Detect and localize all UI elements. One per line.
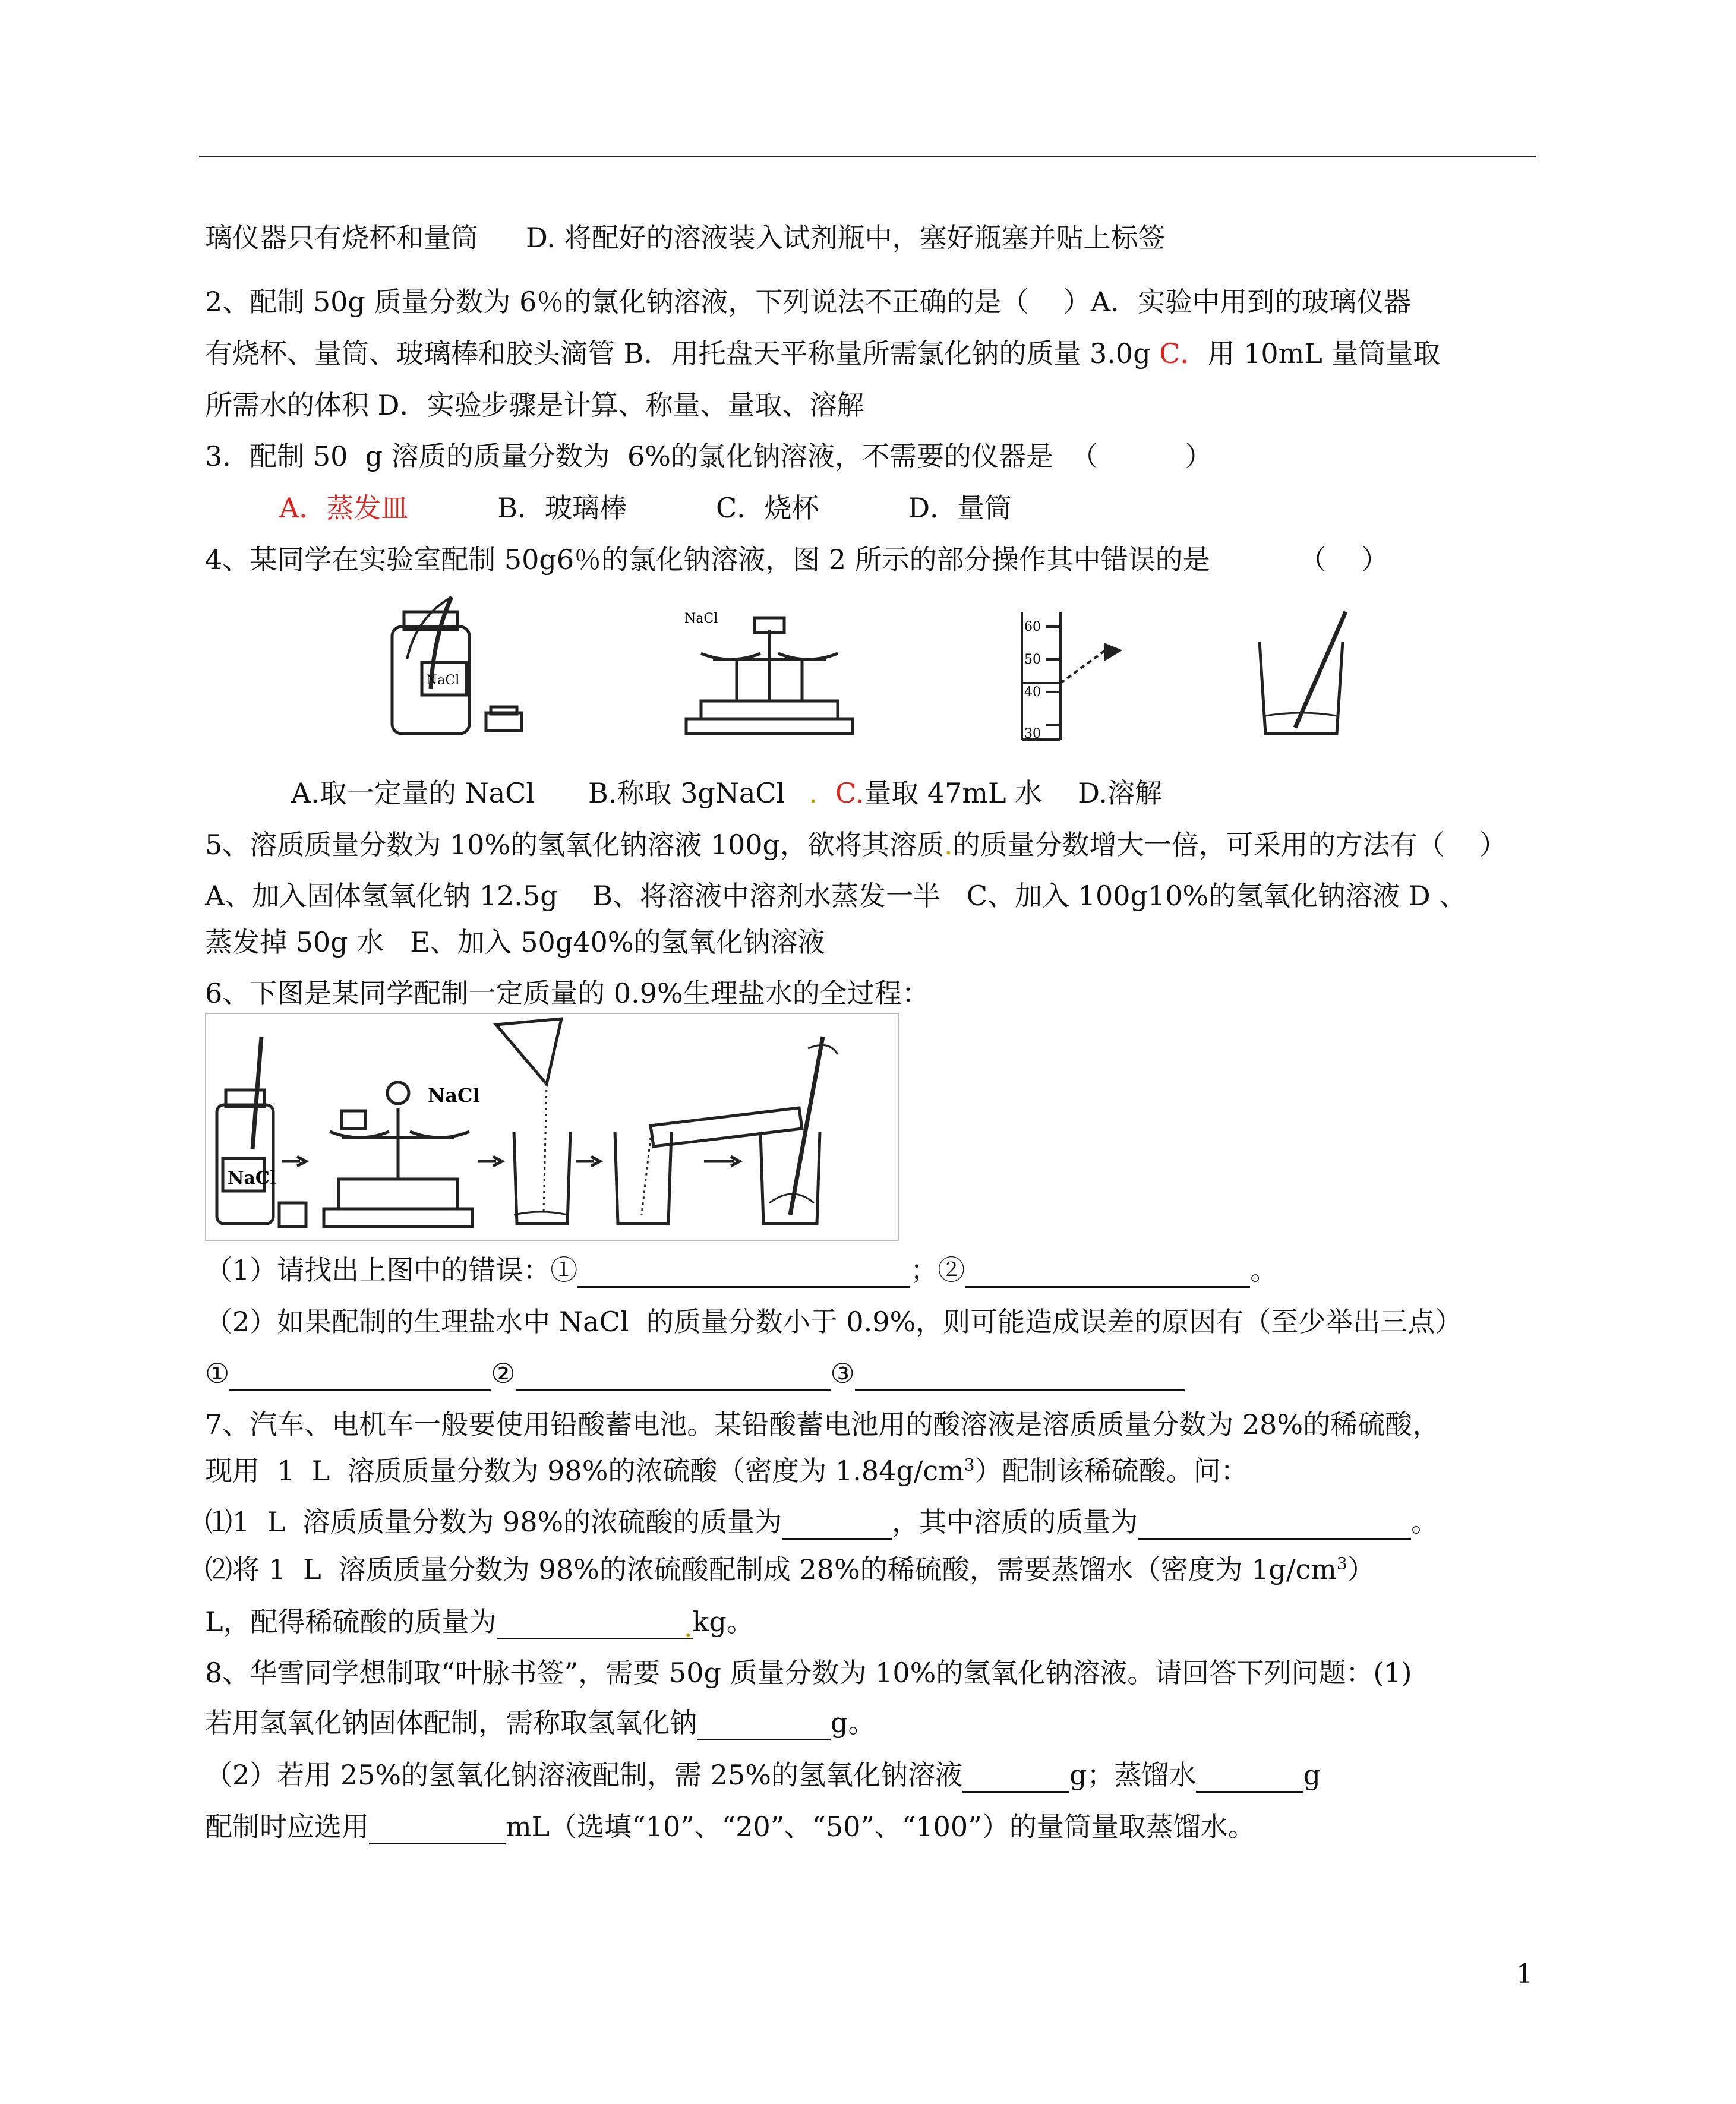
text: 。 [1250, 1254, 1278, 1286]
header-rule [199, 156, 1536, 157]
q7-line4 [205, 1552, 1375, 1587]
mark: . [683, 1611, 693, 1643]
tick-label: 40 [1024, 685, 1041, 700]
text: L，配得稀硫酸的质量为 [205, 1606, 497, 1638]
q3-stem: 3．配制 50 g 溶质的质量分数为 6%的氯化钠溶液，不需要的仪器是 （ ） [205, 440, 1213, 472]
answer-blank[interactable] [516, 1361, 831, 1391]
q6-stem: 6、下图是某同学配制一定质量的 0.9%生理盐水的全过程： [205, 977, 929, 1009]
text: 5、溶质质量分数为 10%的氢氧化钠溶液 100g，欲将其溶质 [205, 829, 944, 861]
answer-blank[interactable] [577, 1258, 910, 1288]
fig-label: NaCl [426, 673, 460, 688]
reagent-bottle-icon [392, 597, 522, 734]
text: （1）请找出上图中的错误：① [205, 1254, 578, 1286]
text: 用 10mL 量筒量取 [1207, 337, 1441, 369]
answer-blank[interactable] [229, 1361, 491, 1391]
text: 的质量分数增大一倍，可采用的方法有（ ） [952, 829, 1507, 861]
option-d: D．量筒 [908, 492, 1012, 524]
q2-line3: 所需水的体积 D．实验步骤是计算、称量、量取、溶解 [205, 389, 864, 421]
text: ⑴1 L 溶质质量分数为 98%的浓硫酸的质量为 [205, 1506, 782, 1538]
page-number: 1 [1516, 1959, 1533, 1989]
caption-d: D.溶解 [1078, 777, 1163, 809]
superscript: 3 [1336, 1553, 1347, 1574]
text: kg。 [692, 1606, 754, 1638]
text: ；② [910, 1254, 965, 1286]
q4-captions [291, 775, 1162, 811]
answer-paren: （ ） [1299, 544, 1389, 576]
mark: . [944, 829, 953, 861]
option-a: A．蒸发皿 [279, 492, 409, 524]
text: g；蒸馏水 [1069, 1759, 1197, 1791]
beaker-icon [496, 1019, 570, 1224]
q2-line2 [205, 336, 1440, 371]
text: D. 将配好的溶液装入试剂瓶中，塞好瓶塞并贴上标签 [526, 222, 1166, 254]
text: g。 [831, 1707, 876, 1739]
q7-line2 [205, 1453, 1248, 1489]
tick-label: 60 [1024, 620, 1041, 634]
text: （2）若用 25%的氢氧化钠溶液配制，需 25%的氢氧化钠溶液 [205, 1759, 962, 1791]
mark: . [809, 777, 818, 809]
text: ① [205, 1357, 230, 1389]
q8-line2 [205, 1705, 875, 1740]
q6-answers [205, 1356, 1185, 1391]
answer-mark: C. [835, 777, 864, 809]
q4-stem [205, 542, 1388, 577]
answer-blank[interactable] [855, 1361, 1185, 1391]
q7-line3 [205, 1504, 1438, 1540]
caption-a: A.取一定量的 NaCl [291, 777, 535, 809]
text: 有烧杯、量筒、玻璃棒和胶头滴管 B．用托盘天平称量所需氯化钠的质量 3.0g [205, 337, 1160, 369]
beaker-icon [615, 1108, 802, 1224]
fig-label: NaCl [228, 1168, 277, 1189]
tick-label: 30 [1024, 726, 1041, 741]
q5-line3: 蒸发掉 50g 水 E、加入 50g40%的氢氧化钠溶液 [205, 926, 825, 958]
q4-figure [380, 594, 1390, 748]
q7-line5 [205, 1604, 754, 1643]
text: ，其中溶质的质量为 [892, 1506, 1138, 1538]
caption-b: B.称取 3gNaCl [588, 777, 785, 809]
answer-blank[interactable] [369, 1814, 506, 1844]
answer-blank[interactable] [965, 1258, 1250, 1288]
text: ② [491, 1357, 516, 1389]
answer-blank[interactable] [497, 1609, 693, 1643]
caption-c: 量取 47mL 水 [864, 777, 1043, 809]
q7-line1: 7、汽车、电机车一般要使用铅酸蓄电池。某铅酸蓄电池用的酸溶液是溶质质量分数为 28%的稀硫酸， [205, 1408, 1440, 1440]
q2-line1: 2、配制 50g 质量分数为 6％的氯化钠溶液，下列说法不正确的是（ ）A．实验中用到的玻璃仪器 [205, 286, 1412, 318]
q6-part1 [205, 1252, 1277, 1288]
text: mL（选填“10”、“20”、“50”、“100”）的量筒量取蒸馏水。 [506, 1811, 1255, 1843]
q3-options [279, 490, 1012, 526]
text: ） [1347, 1553, 1375, 1585]
reagent-bottle-icon [217, 1037, 306, 1227]
option-c: C．烧杯 [716, 492, 819, 524]
text: ③ [830, 1357, 855, 1389]
answer-blank[interactable] [1196, 1762, 1303, 1793]
beaker-icon [1260, 612, 1346, 734]
text: g [1303, 1759, 1321, 1791]
q6-part2: （2）如果配制的生理盐水中 NaCl 的质量分数小于 0.9%，则可能造成误差的原因有（至少举出三点） [205, 1306, 1463, 1338]
tick-label: 50 [1024, 652, 1041, 667]
answer-blank[interactable] [1138, 1509, 1411, 1540]
text: 璃仪器只有烧杯和量筒 [205, 222, 478, 254]
text: 配制时应选用 [205, 1811, 369, 1843]
q8-line4 [205, 1809, 1255, 1844]
text: ）配制该稀硫酸。问： [974, 1455, 1248, 1487]
q6-figure [205, 1013, 900, 1241]
text: 4、某同学在实验室配制 50g6％的氯化钠溶液，图 2 所示的部分操作其中错误的是 [205, 544, 1210, 576]
text: ⑵将 1 L 溶质质量分数为 98%的浓硫酸配制成 28%的稀硫酸，需要蒸馏水（密度为 1g/cm [205, 1553, 1337, 1585]
option-b: B．玻璃棒 [497, 492, 627, 524]
q8-line3 [205, 1757, 1321, 1793]
answer-blank[interactable] [697, 1710, 831, 1740]
balance-icon [686, 618, 853, 734]
text: 若用氢氧化钠固体配制，需称取氢氧化钠 [205, 1707, 697, 1739]
answer-mark: C． [1159, 337, 1208, 369]
text: 。 [1411, 1506, 1439, 1538]
answer-blank[interactable] [782, 1509, 892, 1540]
q8-line1: 8、华雪同学想制取“叶脉书签”，需要 50g 质量分数为 10%的氢氧化钠溶液。请回答下列问题：(1) [205, 1657, 1412, 1689]
fig-label: NaCl [684, 611, 718, 626]
line-continuation [205, 220, 1166, 255]
superscript: 3 [964, 1455, 975, 1475]
q5-line1 [205, 827, 1507, 863]
text: 现用 1 L 溶质质量分数为 98%的浓硫酸（密度为 1.84g/cm [205, 1455, 964, 1487]
answer-blank[interactable] [962, 1762, 1069, 1793]
fig-label: NaCl [428, 1084, 480, 1107]
q5-line2: A、加入固体氢氧化钠 12.5g B、将溶液中溶剂水蒸发一半 C、加入 100g10%的氢氧化钠溶液 D 、 [205, 880, 1467, 912]
